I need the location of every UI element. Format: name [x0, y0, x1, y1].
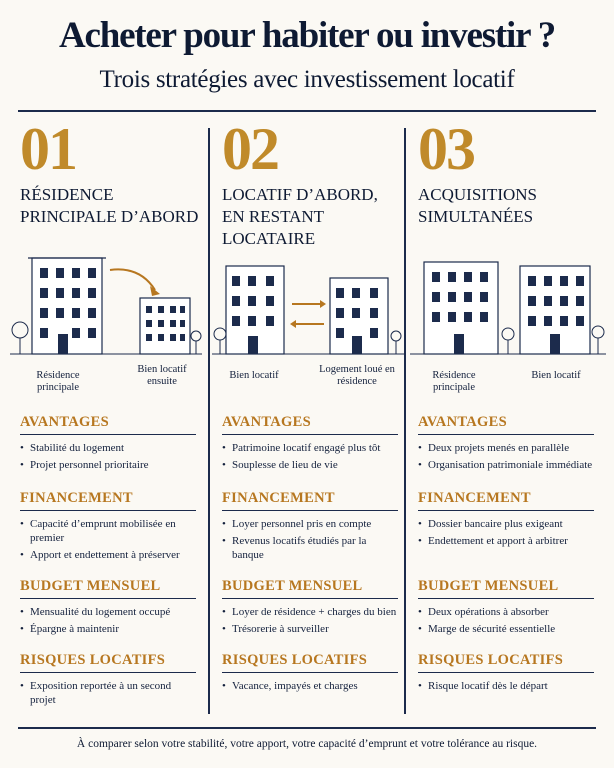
bottom-divider	[18, 727, 596, 729]
bullet-item: • Loyer personnel pris en compte	[222, 517, 398, 531]
bullet-item: • Organisation patrimoniale immédiate	[418, 458, 594, 472]
strategy-title: LOCATIF D’ABORD, EN RESTANT LOCATAIRE	[222, 185, 378, 248]
section-rule	[222, 672, 398, 673]
section-heading: BUDGET MENSUEL	[222, 578, 363, 594]
bullet-item: • Épargne à maintenir	[20, 622, 196, 636]
section-1	[418, 412, 594, 475]
section-rule	[418, 510, 594, 511]
bullet-item: • Patrimoine locatif engagé plus tôt	[222, 441, 398, 455]
illustration-caption: Logement loué en résidence	[319, 364, 395, 387]
column-divider-2	[404, 128, 406, 714]
section-2	[222, 488, 398, 565]
section-4	[418, 650, 594, 696]
section-rule	[418, 672, 594, 673]
strategy-column-1	[20, 118, 200, 234]
bullet-item: • Vacance, impayés et charges	[222, 679, 398, 693]
bullet-item: • Souplesse de lieu de vie	[222, 458, 398, 472]
bullet-list	[222, 441, 398, 472]
section-heading: BUDGET MENSUEL	[20, 578, 161, 594]
bullet-item: • Loyer de résidence + charges du bien	[222, 605, 398, 619]
section-4	[20, 650, 196, 710]
section-3	[20, 576, 196, 639]
illustration-caption: Bien locatif	[229, 370, 279, 381]
bullet-list	[222, 679, 398, 693]
bullet-item: • Trésorerie à surveiller	[222, 622, 398, 636]
section-heading: AVANTAGES	[418, 414, 507, 430]
bullet-list	[418, 605, 594, 636]
section-heading: FINANCEMENT	[222, 490, 335, 506]
bullet-item: • Deux opérations à absorber	[418, 605, 594, 619]
section-rule	[418, 434, 594, 435]
section-3	[222, 576, 398, 639]
section-heading: RISQUES LOCATIFS	[222, 652, 368, 668]
column-divider-1	[208, 128, 210, 714]
section-1	[20, 412, 196, 475]
bullet-list	[20, 679, 196, 707]
footer-note: À comparer selon votre stabilité, votre apport, votre capacité d’emprunt et votre tolérance au risque.	[76, 738, 538, 750]
bullet-item: • Endettement et apport à arbitrer	[418, 534, 594, 548]
bullet-list	[222, 517, 398, 562]
section-heading: RISQUES LOCATIFS	[418, 652, 564, 668]
bullet-item: • Exposition reportée à un second projet	[20, 679, 196, 707]
bullet-item: • Deux projets menés en parallèle	[418, 441, 594, 455]
section-rule	[20, 510, 196, 511]
section-rule	[418, 598, 594, 599]
bullet-list	[222, 605, 398, 636]
buildings-illustration-1	[10, 250, 202, 360]
section-heading: FINANCEMENT	[20, 490, 133, 506]
page-subtitle: Trois stratégies avec investissement locatif	[99, 66, 515, 93]
illustration-caption: Bien locatif	[531, 370, 581, 381]
bullet-list	[20, 605, 196, 636]
section-heading: AVANTAGES	[222, 414, 311, 430]
bullet-item: • Marge de sécurité essentielle	[418, 622, 594, 636]
section-rule	[20, 598, 196, 599]
section-heading: FINANCEMENT	[418, 490, 531, 506]
bullet-item: • Mensualité du logement occupé	[20, 605, 196, 619]
bullet-list	[20, 517, 196, 562]
strategy-title: ACQUISITIONS SIMULTANÉES	[418, 185, 537, 226]
section-rule	[222, 434, 398, 435]
strategy-number: 01	[20, 116, 76, 182]
section-rule	[20, 434, 196, 435]
illustration-caption: Résidence principale	[432, 370, 476, 393]
bullet-item: • Stabilité du logement	[20, 441, 196, 455]
illustration-caption: Résidence principale	[36, 370, 80, 393]
strategy-column-3	[418, 118, 598, 234]
top-divider	[18, 110, 596, 112]
section-heading: RISQUES LOCATIFS	[20, 652, 166, 668]
strategy-number: 03	[418, 116, 474, 182]
bullet-list	[20, 441, 196, 472]
illustration-caption: Bien locatif ensuite	[137, 364, 187, 387]
section-heading: BUDGET MENSUEL	[418, 578, 559, 594]
buildings-illustration-2	[212, 250, 404, 360]
section-rule	[20, 672, 196, 673]
strategy-column-2	[222, 116, 402, 248]
page-title: Acheter pour habiter ou investir ?	[58, 15, 556, 56]
section-heading: AVANTAGES	[20, 414, 109, 430]
bullet-item: • Dossier bancaire plus exigeant	[418, 517, 594, 531]
bullet-list	[418, 679, 594, 693]
bullet-item: • Projet personnel prioritaire	[20, 458, 196, 472]
bullet-list	[418, 441, 594, 472]
section-3	[418, 576, 594, 639]
strategy-number: 02	[222, 116, 278, 182]
bullet-item: • Revenus locatifs étudiés par la banque	[222, 534, 398, 562]
bullet-item: • Risque locatif dès le départ	[418, 679, 594, 693]
section-4	[222, 650, 398, 696]
bullet-item: • Capacité d’emprunt mobilisée en premier	[20, 517, 196, 545]
section-rule	[222, 598, 398, 599]
section-2	[418, 488, 594, 551]
section-rule	[222, 510, 398, 511]
bullet-list	[418, 517, 594, 548]
section-2	[20, 488, 196, 565]
section-1	[222, 412, 398, 475]
strategy-title: RÉSIDENCE PRINCIPALE D’ABORD	[20, 185, 199, 226]
buildings-illustration-3	[410, 250, 606, 360]
bullet-item: • Apport et endettement à préserver	[20, 548, 196, 562]
